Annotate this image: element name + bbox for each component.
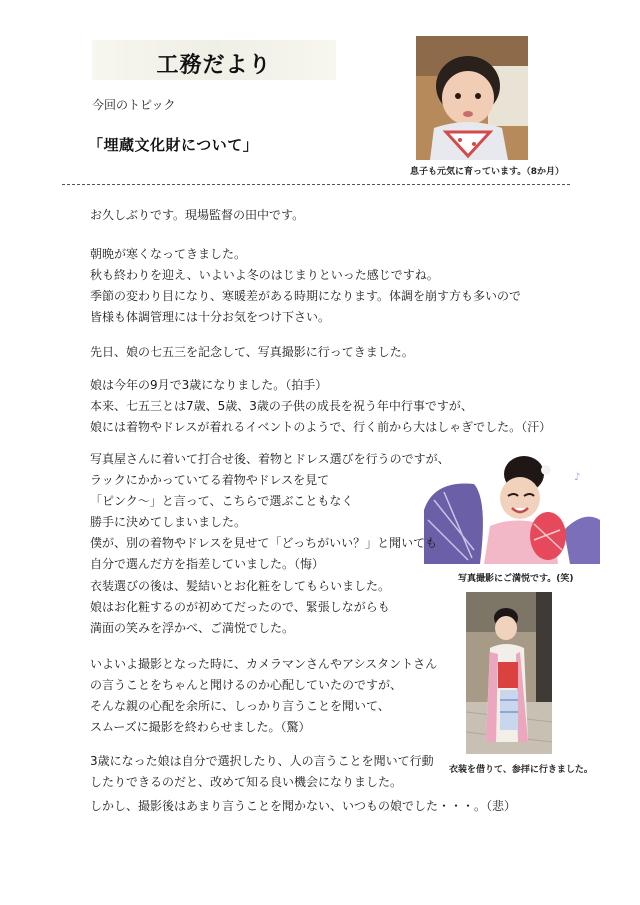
text-line: 娘には着物やドレスが着れるイベントのようで、行く前から大はしゃぎでした。（汗） <box>90 420 552 434</box>
text-line: 写真屋さんに着いて打合せ後、着物とドレス選びを行うのですが、 <box>90 452 450 466</box>
text-line: 朝晩が寒くなってきました。 <box>90 247 247 261</box>
text-line: 秋も終わりを迎え、いよいよ冬のはじまりといった感じですね。 <box>90 268 439 282</box>
section-divider <box>62 184 570 185</box>
text-line: の言うことをちゃんと聞けるのか心配していたのですが、 <box>90 678 403 692</box>
text-line: 皆様も体調管理には十分お気をつけ下さい。 <box>90 310 331 324</box>
title-banner <box>92 40 336 80</box>
text-line: 「ピンク～」と言って、こちらで選ぶこともなく <box>90 494 354 508</box>
text-line: 満面の笑みを浮かべ、ご満悦でした。 <box>90 621 295 635</box>
body-paragraph-9 <box>90 796 516 817</box>
page-title: 工務だより <box>156 53 272 78</box>
text-line: しかし、撮影後はあまり言うことを聞かない、いつもの娘でした・・・。（悲） <box>90 799 517 813</box>
text-line: 自分で選んだ方を指差していました。（悔） <box>90 557 325 571</box>
body-paragraph-2 <box>90 244 521 328</box>
text-line: お久しぶりです。現場監督の田中です。 <box>90 208 305 222</box>
body-paragraph-3 <box>90 342 414 363</box>
text-line: 勝手に決めてしまいました。 <box>90 515 247 529</box>
text-line: ラックにかかっていてる着物やドレスを見て <box>90 473 330 487</box>
text-line: いよいよ撮影となった時に、カメラマンさんやアシスタントさん <box>90 657 438 671</box>
baby-photo <box>416 36 528 160</box>
body-paragraph-8 <box>90 751 434 793</box>
text-line: したりできるのだと、改めて知る良い機会になりました。 <box>90 775 403 789</box>
text-line: 娘は今年の9月で3歳になりました。（拍手） <box>90 378 328 392</box>
kimono-photo-caption: 写真撮影にご満悦です。(笑) <box>458 574 574 584</box>
shrine-photo <box>466 592 552 754</box>
text-line: 衣装選びの後は、髪結いとお化粧をしてもらいました。 <box>90 579 391 593</box>
text-line: スムーズに撮影を終わらせました。（驚） <box>90 720 311 734</box>
topic-heading: 「埋蔵文化財について」 <box>88 136 259 154</box>
body-paragraph-4 <box>90 375 551 438</box>
body-paragraph-7 <box>90 654 437 738</box>
body-paragraph-1 <box>90 205 304 226</box>
shrine-photo-caption: 衣装を借りて、参拝に行きました。 <box>449 765 593 775</box>
text-line: 季節の変わり目になり、寒暖差がある時期になります。体調を崩す方も多いので <box>90 289 522 303</box>
text-line: 先日、娘の七五三を記念して、写真撮影に行ってきました。 <box>90 345 414 359</box>
svg-text:♪: ♪ <box>574 472 581 483</box>
text-line: 3歳になった娘は自分で選択したり、人の言うことを聞いて行動 <box>90 754 434 768</box>
body-paragraph-5 <box>90 449 450 575</box>
text-line: そんな親の心配を余所に、しっかり言うことを聞いて、 <box>90 699 390 713</box>
text-line: 本来、七五三とは7歳、5歳、3歳の子供の成長を祝う年中行事ですが、 <box>90 399 473 413</box>
text-line: 娘はお化粧するのが初めてだったので、緊張しながらも <box>90 600 390 614</box>
text-line: 僕が、別の着物やドレスを見せて「どっちがいい？」と聞いても <box>90 536 438 550</box>
topic-label: 今回のトピック <box>92 98 176 112</box>
baby-photo-caption: 息子も元気に育っています。（8か月） <box>410 167 565 177</box>
body-paragraph-6 <box>90 576 390 639</box>
kimono-photo <box>424 440 600 564</box>
